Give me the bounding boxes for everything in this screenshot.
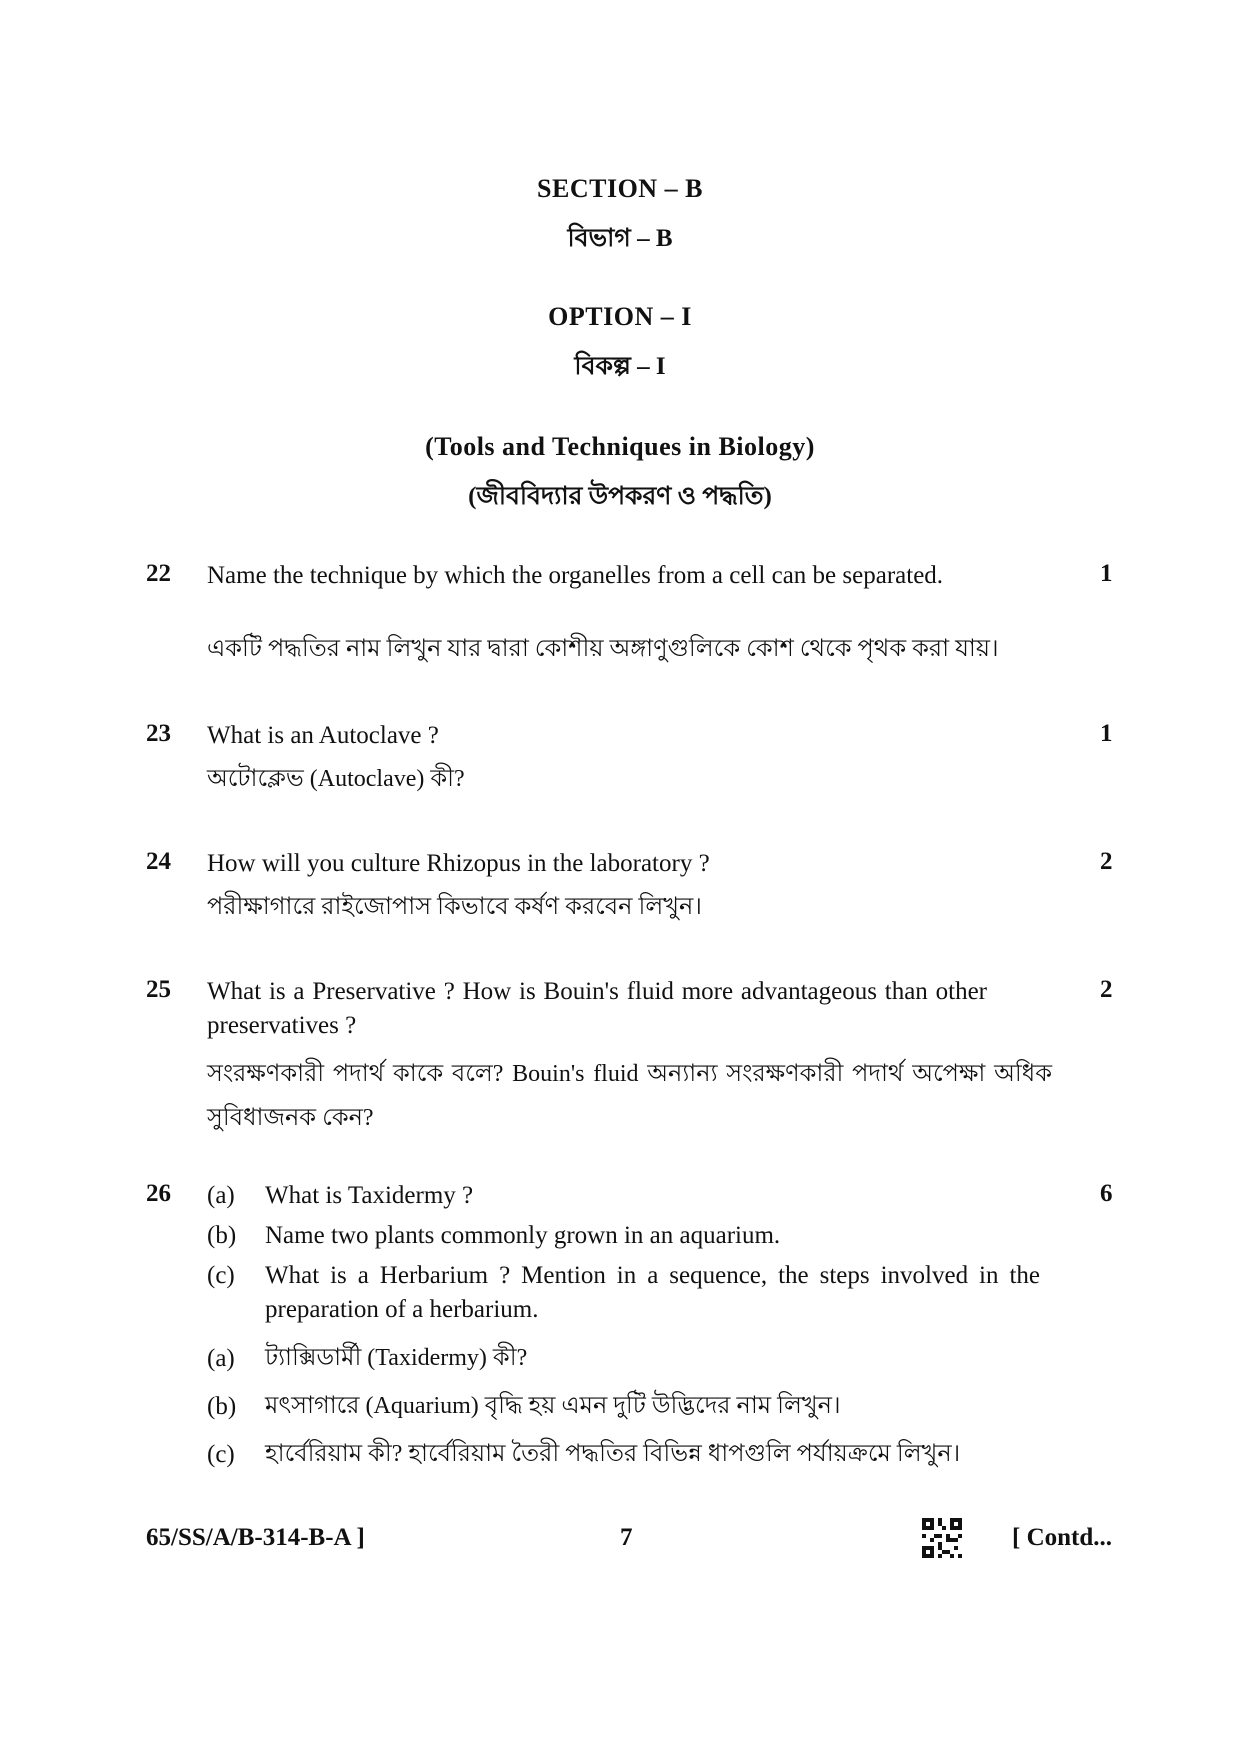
- question-text-bn: পরীক্ষাগারে রাইজোপাস কিভাবে কর্ষণ করবেন লিখুন।: [207, 894, 702, 920]
- question-text-en: What is an Autoclave ?: [207, 722, 439, 749]
- continued-label: [ Contd...: [1012, 1524, 1113, 1551]
- subpart-label: (b): [207, 1393, 237, 1420]
- subpart-text-en: What is Taxidermy ?: [265, 1182, 474, 1209]
- question-text-bn: সংরক্ষণকারী পদার্থ কাকে বলে? Bouin's fluid অন্যান্য সংরক্ষণকারী পদার্থ অপেক্ষা অধিক সুবিধাজনক কেন?: [207, 1061, 1052, 1131]
- question-text-bn: একটি পদ্ধতির নাম লিখুন যার দ্বারা কোশীয় অঙ্গাণুগুলিকে কোশ থেকে পৃথক করা যায়।: [207, 636, 999, 662]
- question-number: 24: [146, 848, 171, 875]
- question-marks: 6: [1100, 1180, 1113, 1207]
- question-text-en: How will you culture Rhizopus in the laboratory ?: [207, 850, 710, 877]
- topic-title: (Tools and Techniques in Biology): [425, 432, 815, 461]
- section-title-bn: বিভাগ – B: [567, 225, 673, 252]
- question-number: 23: [146, 720, 171, 747]
- topic-title-bn: (জীববিদ্যার উপকরণ ও পদ্ধতি): [468, 483, 772, 510]
- question-marks: 2: [1100, 848, 1113, 875]
- question-text-en: What is a Preservative ? How is Bouin's fluid more advantageous than other preservatives ?: [207, 978, 987, 1039]
- subpart-label: (a): [207, 1345, 235, 1372]
- question-text-en: Name the technique by which the organelles from a cell can be separated.: [207, 562, 944, 589]
- section-title: SECTION – B: [537, 174, 703, 203]
- subpart-label: (c): [207, 1262, 235, 1289]
- question-number: 22: [146, 560, 171, 587]
- question-marks: 2: [1100, 976, 1113, 1003]
- option-title: OPTION – I: [548, 302, 692, 331]
- question-number: 26: [146, 1180, 171, 1207]
- question-text-bn: অটোক্লেভ (Autoclave) কী?: [207, 766, 465, 792]
- page-number: 7: [620, 1524, 633, 1551]
- subpart-text-bn: হার্বেরিয়াম কী? হার্বেরিয়াম তৈরী পদ্ধতির বিভিন্ন ধাপগুলি পর্যায়ক্রমে লিখুন।: [265, 1441, 961, 1467]
- option-title-bn: বিকল্প – I: [574, 353, 666, 380]
- subpart-text-en: Name two plants commonly grown in an aquarium.: [265, 1222, 781, 1249]
- question-marks: 1: [1100, 560, 1113, 587]
- subpart-label: (a): [207, 1182, 235, 1209]
- subpart-label: (b): [207, 1222, 237, 1249]
- subpart-text-en: What is a Herbarium ? Mention in a sequence, the steps involved in the preparation of a herbarium.: [265, 1262, 1040, 1323]
- subpart-text-bn: মৎসাগারে (Aquarium) বৃদ্ধি হয় এমন দুটি উদ্ভিদের নাম লিখুন।: [265, 1393, 841, 1419]
- question-marks: 1: [1100, 720, 1113, 747]
- paper-code: 65/SS/A/B-314-B-A ]: [146, 1524, 365, 1551]
- subpart-text-bn: ট্যাক্সিডার্মী (Taxidermy) কী?: [265, 1345, 528, 1371]
- question-number: 25: [146, 976, 171, 1003]
- qr-code-icon: [922, 1518, 962, 1558]
- subpart-label: (c): [207, 1441, 235, 1468]
